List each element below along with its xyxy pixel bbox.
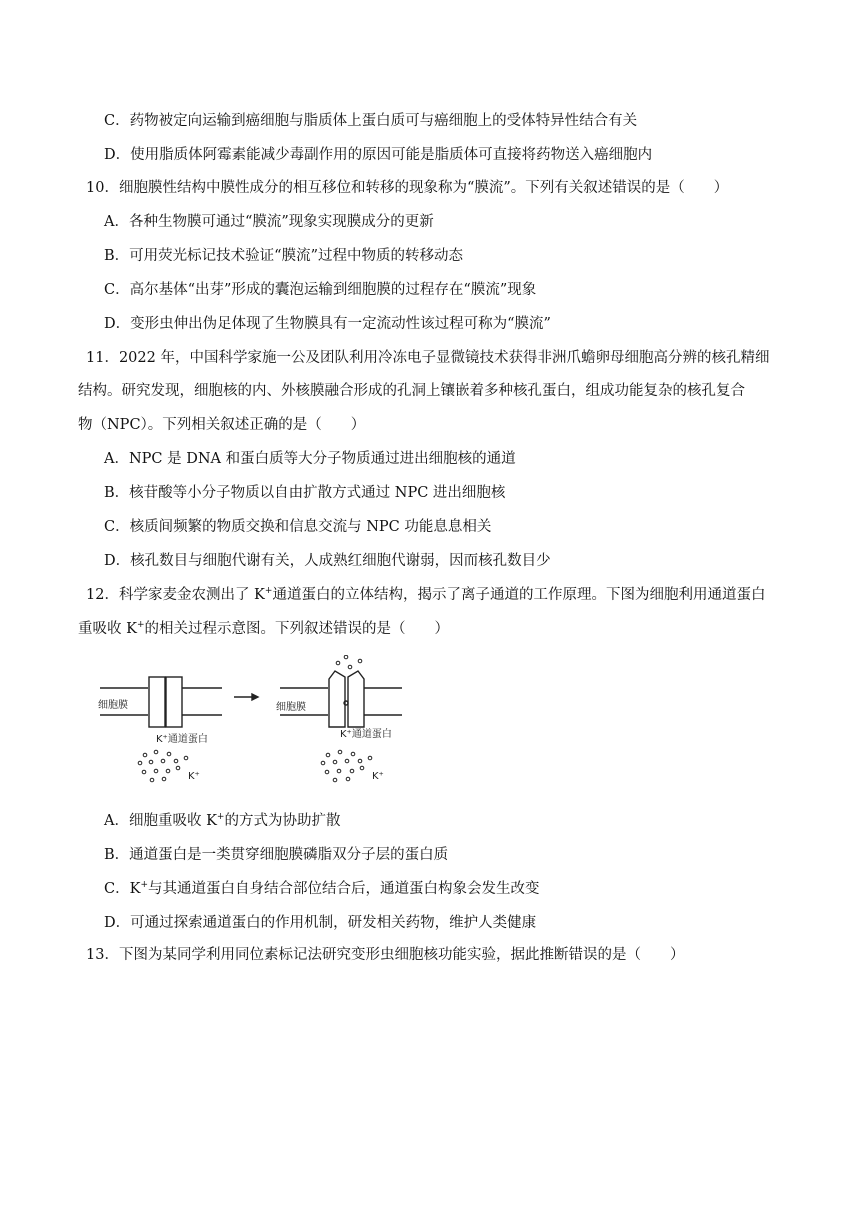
membrane-label-right: 细胞膜 <box>276 702 306 713</box>
q11-option-b: B．核苷酸等小分子物质以自由扩散方式通过 NPC 进出细胞核 <box>104 485 506 501</box>
q12-stem-line1: 12．科学家麦金农测出了 K+通道蛋白的立体结构，揭示了离子通道的工作原理。下图为细胞利用通道蛋白 <box>86 586 766 603</box>
q10-option-a: A．各种生物膜可通过“膜流”现象实现膜成分的更新 <box>104 214 434 230</box>
open-channel-state <box>280 671 402 727</box>
k-channel-diagram <box>90 655 420 795</box>
ion-label-left: K⁺ <box>188 771 200 782</box>
q13-stem: 13．下图为某同学利用同位素标记法研究变形虫细胞核功能实验，据此推断错误的是（ ） <box>86 947 685 963</box>
q10-option-b: B．可用荧光标记技术验证“膜流”过程中物质的转移动态 <box>104 248 463 264</box>
q10-option-c: C．高尔基体“出芽”形成的囊泡运输到细胞膜的过程存在“膜流”现象 <box>104 282 537 298</box>
channel-label-right: K⁺通道蛋白 <box>340 729 392 740</box>
k-ions-top <box>336 655 362 669</box>
q10-stem: 10．细胞膜性结构中膜性成分的相互移位和转移的现象称为“膜流”。下列有关叙述错误的是（ ） <box>86 180 729 196</box>
q10-option-d: D．变形虫伸出伪足体现了生物膜具有一定流动性该过程可称为“膜流” <box>104 316 551 332</box>
membrane-label-left: 细胞膜 <box>98 700 128 711</box>
q12-option-a: A．细胞重吸收 K+的方式为协助扩散 <box>104 812 341 829</box>
q11-stem-line1: 11．2022 年，中国科学家施一公及团队利用冷冻电子显微镜技术获得非洲爪蟾卵母细胞高分辨的核孔精细 <box>86 350 770 366</box>
q11-option-c: C．核质间频繁的物质交换和信息交流与 NPC 功能息息相关 <box>104 519 492 535</box>
q11-stem-line2: 结构。研究发现，细胞核的内、外核膜融合形成的孔洞上镶嵌着多种核孔蛋白，组成功能复杂的核孔复合 <box>78 383 745 399</box>
transition-arrow <box>234 694 258 700</box>
q9-option-d: D．使用脂质体阿霉素能减少毒副作用的原因可能是脂质体可直接将药物送入癌细胞内 <box>104 147 653 163</box>
q12-option-d: D．可通过探索通道蛋白的作用机制，研发相关药物，维护人类健康 <box>104 915 537 931</box>
ion-label-right: K⁺ <box>372 771 384 782</box>
channel-label-left: K⁺通道蛋白 <box>156 734 208 745</box>
q11-stem-line3: 物（NPC）。下列相关叙述正确的是（ ） <box>78 417 366 433</box>
q11-option-a: A．NPC 是 DNA 和蛋白质等大分子物质通过进出细胞核的通道 <box>104 451 516 467</box>
q12-option-c: C．K+与其通道蛋白自身结合部位结合后，通道蛋白构象会发生改变 <box>104 880 540 897</box>
q9-option-c: C．药物被定向运输到癌细胞与脂质体上蛋白质可与癌细胞上的受体特异性结合有关 <box>104 113 638 129</box>
q12-option-b: B．通道蛋白是一类贯穿细胞膜磷脂双分子层的蛋白质 <box>104 847 449 863</box>
k-ions-left <box>138 750 188 782</box>
q12-stem-line2: 重吸收 K+的相关过程示意图。下列叙述错误的是（ ） <box>78 620 449 637</box>
q11-option-d: D．核孔数目与细胞代谢有关，人成熟红细胞代谢弱，因而核孔数目少 <box>104 553 551 569</box>
k-ions-right <box>321 750 372 782</box>
